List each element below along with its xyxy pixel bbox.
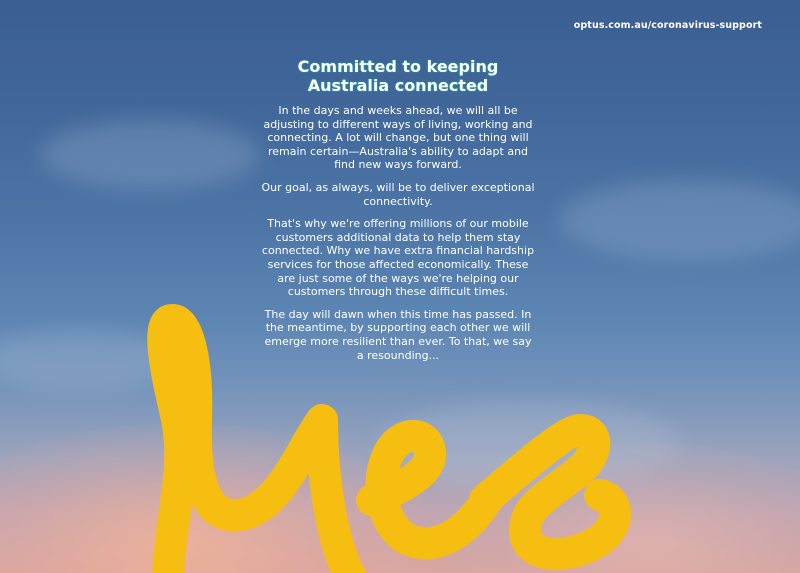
paragraph-4: The day will dawn when this time has passed. In the meantime, by supporting each other we will emerge more resilient than ever. To that, we say a resounding... [264,307,532,362]
paragraph-1: In the days and weeks ahead, we will all be adjusting to different ways of living, working and connecting. A lot will change, but one thing will remain certain—Australia's ability to adapt and find new ways forward. [263,104,533,172]
yes-letter-y [163,320,355,573]
website-url[interactable]: optus.com.au/coronavirus-support [573,20,762,31]
headline-line-1: Committed to keeping [297,57,499,76]
headline-line-2: Australia connected [307,76,489,95]
paragraph-2: Our goal, as always, will be to deliver exceptional connectivity. [261,180,535,208]
yes-letter-e [372,436,490,544]
paragraph-3: That's why we're offering millions of our mobile customers additional data to help them stay connected. Why we have extra financial hardship services for those affected economically. These are just some of the ways we're helping our customers through these difficult times. [261,217,535,299]
yes-letter-s [485,430,615,554]
